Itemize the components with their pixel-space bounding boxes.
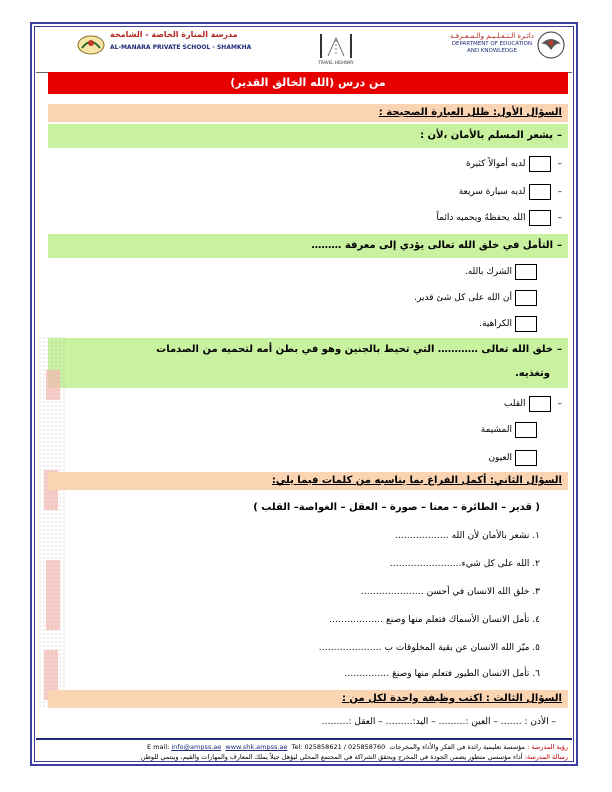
question-1-item-1-stem: –يشعر المسلم بالأمان ،لأن :: [48, 124, 568, 148]
option-row[interactable]: –القلب: [48, 394, 568, 414]
fill-blank-item[interactable]: ٢. الله على كل شيء……………………: [389, 559, 540, 569]
department-name-en-line2: AND KNOWLEDGE: [466, 48, 517, 54]
checkbox[interactable]: [515, 422, 537, 438]
option-row[interactable]: –لديه سيارة سريعة: [48, 182, 568, 202]
highway-logo-text: TRAVEL HIGHWAY: [318, 60, 354, 65]
department-name-ar: دائـرة الـتـعـلـيـم والـمـعـرفـة: [450, 32, 534, 40]
falcon-emblem-icon: [536, 30, 566, 60]
department-name-en: [452, 41, 532, 55]
item-3-stem-line-2: وتغذيه.: [514, 368, 550, 379]
option-row[interactable]: –الله يحفظهُ ويحميه دائماً: [48, 208, 568, 228]
checkbox[interactable]: [529, 156, 551, 172]
school-name-ar: مدرسة المنارة الخاصة - الشامخة: [110, 30, 238, 39]
option-row[interactable]: العيون: [48, 448, 568, 468]
question-1-heading: السؤال الأول: ظلل العبارة الصحيحة :: [48, 104, 568, 122]
checkbox[interactable]: [529, 210, 551, 226]
option-row[interactable]: –لديه أموالاً كثيرة: [48, 154, 568, 174]
option-row[interactable]: أن الله على كل شئ قدير.: [48, 288, 568, 308]
highway-logo-icon: [314, 32, 358, 66]
option-row[interactable]: الكراهية.: [48, 314, 568, 334]
decorative-mark: [46, 370, 60, 400]
website-link[interactable]: www.shk.ampss.ae: [225, 743, 288, 751]
fill-blank-item[interactable]: ٥. ميّز الله الانسان عن بقية المخلوقات ب …………………: [318, 643, 540, 653]
footer-line-2: رسالة المدرسة: أداء مؤسسي متطور يضمن الجودة في المخرج ويحقق الشراكة في المجتمع المحلي ليؤهل جيلاً يملك المعارف والمهارات والقيم، وينتمي للوطن: [140, 753, 568, 761]
checkbox[interactable]: [529, 396, 551, 412]
lesson-title: من درس (الله الخالق القدير): [48, 72, 568, 94]
fill-blank-item[interactable]: ٦. تأمل الانسان الطيور فتعلم منها وصنعَ ……………: [344, 669, 540, 679]
function-answer-line[interactable]: – الأذن : ……. – العين :……… – اليد:……… – العقل :………: [321, 717, 556, 727]
fill-blank-item[interactable]: ١. نشعر بالأمان لأن الله ………………: [394, 531, 540, 541]
option-row[interactable]: المشيمة: [48, 420, 568, 440]
checkbox[interactable]: [529, 184, 551, 200]
school-name-en: AL-MANARA PRIVATE SCHOOL - SHAMKHA: [110, 44, 252, 51]
item-3-stem-line-1: –خلق الله تعالى ………… التي تحيط بالجنين وهو في بطن أمه لتحميه من الصدمات: [156, 344, 562, 355]
question-3-heading: السؤال الثالث : اكتب وظيفة واحدة لكل من :: [48, 690, 568, 708]
checkbox[interactable]: [515, 450, 537, 466]
question-2-heading: السؤال الثاني: أكمل الفراغ بما يناسبه من كلمات فيما يلي:: [48, 472, 568, 490]
checkbox[interactable]: [515, 316, 537, 332]
checkbox[interactable]: [515, 264, 537, 280]
checkbox[interactable]: [515, 290, 537, 306]
question-1-item-2-stem: –التأمل في خلق الله تعالى يؤدي إلى معرفة ………: [48, 234, 568, 258]
email-link[interactable]: info@ampss.ae: [171, 743, 222, 751]
department-name-en-line1: DEPARTMENT OF EDUCATION: [451, 41, 532, 47]
fill-blank-item[interactable]: ٣. خلق الله الانسان في أحسن …………………: [360, 587, 540, 597]
school-logo-icon: [76, 32, 106, 56]
question-1-item-3-stem: [48, 338, 568, 388]
option-row[interactable]: الشرك بالله.: [48, 262, 568, 282]
word-bank: ( قدير – الطائرة – معنا – صورة – العقل – الغواصة– القلب ): [253, 502, 540, 513]
footer-line-1: رؤية المدرسة : مؤسسة تعليمية رائدة في الفكر والأداء والمخرجات Tel: 025858621 / 025858760 www.shk.ampss.ae info@ampss.ae E mail:: [146, 743, 568, 751]
fill-blank-item[interactable]: ٤. تأمل الانسان الأسماك فتعلم منها وصنع ………………: [329, 615, 540, 625]
footer: [36, 738, 572, 764]
letterhead: [36, 28, 572, 73]
